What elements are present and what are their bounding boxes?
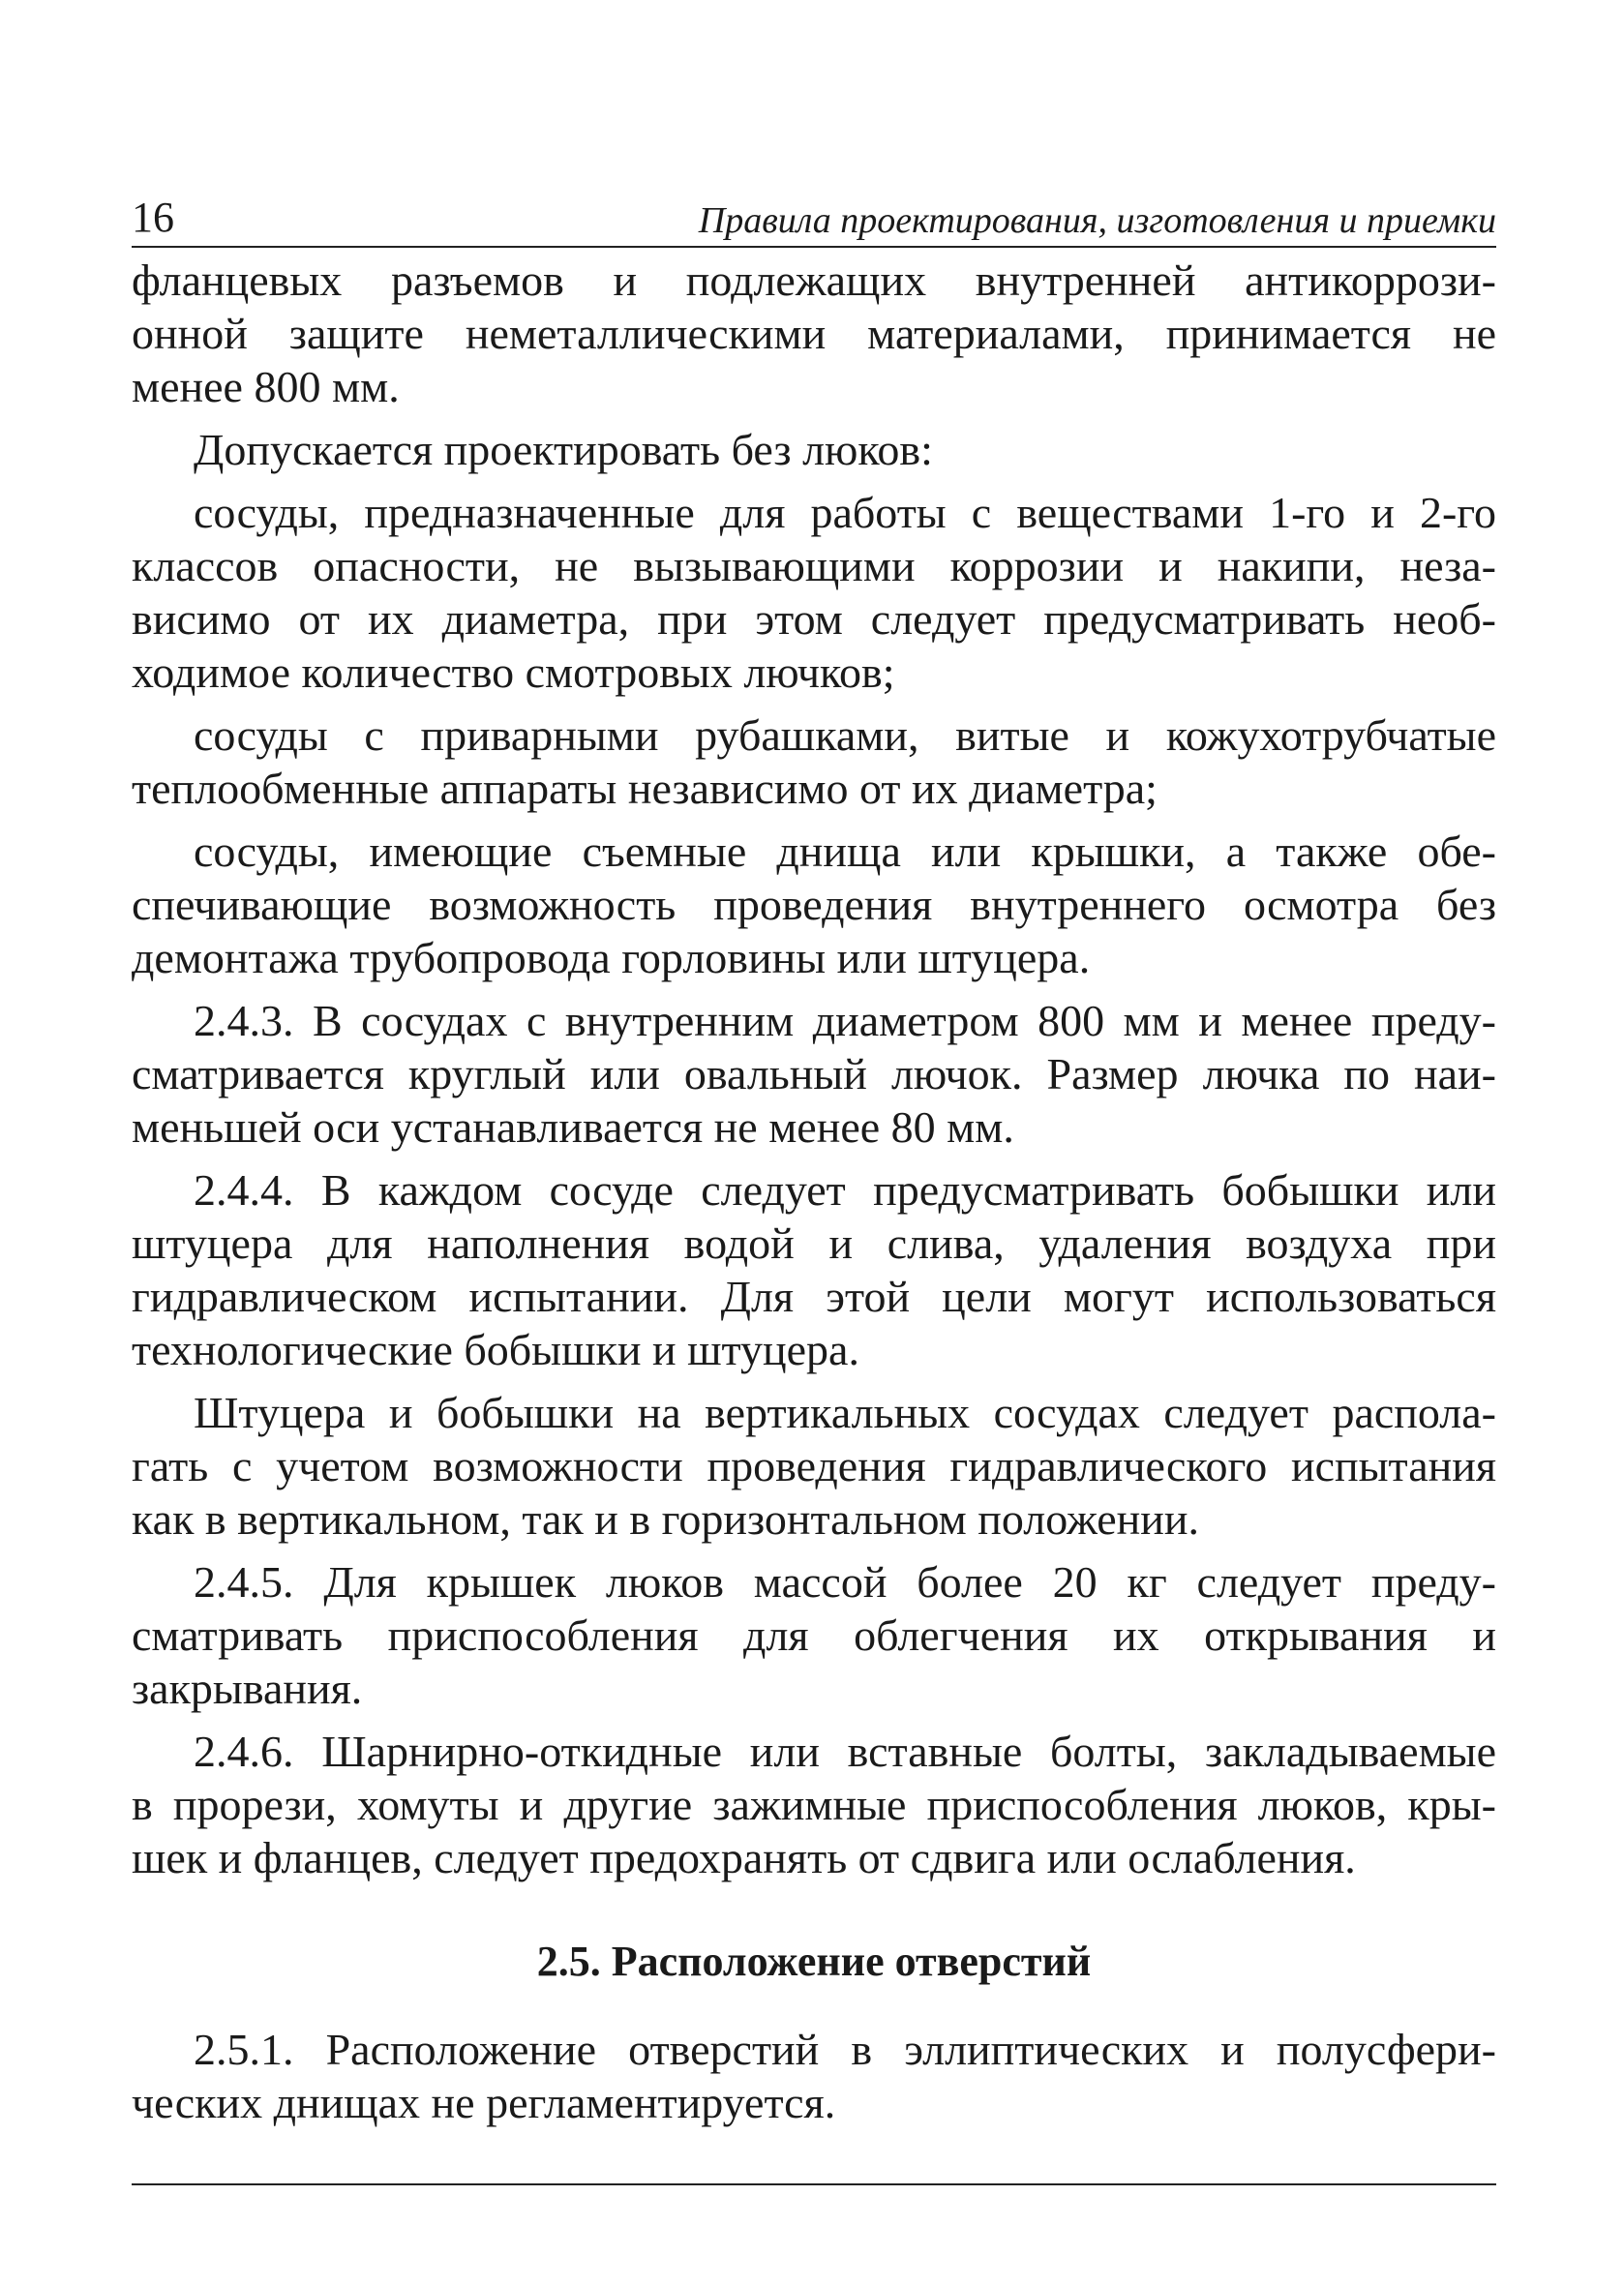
text-line: онной защите неметаллическими материалами, принимается не — [132, 309, 1496, 358]
paragraph — [132, 2023, 1496, 2129]
text-line: гать с учетом возможности проведения гидравлического испытания — [132, 1441, 1496, 1490]
body-text — [132, 254, 1496, 2129]
text-line: ходимое количество смотровых лючков; — [132, 647, 895, 697]
paragraph — [132, 254, 1496, 413]
text-line: сматривать приспособления для облегчения их открывания и — [132, 1610, 1496, 1660]
text-line: сосуды, предназначенные для работы с веществами 1-го и 2-го — [194, 488, 1496, 537]
paragraph — [132, 1725, 1496, 1884]
paragraph — [132, 994, 1496, 1154]
paragraph — [132, 708, 1496, 815]
paragraph — [132, 1386, 1496, 1546]
text-line: штуцера для наполнения водой и слива, удаления воздуха при — [132, 1218, 1496, 1268]
text-line: теплообменные аппараты независимо от их диаметра; — [132, 764, 1158, 813]
text-line: шек и фланцев, следует предохранять от сдвига или ослабления. — [132, 1833, 1356, 1882]
text-line: гидравлическом испытании. Для этой цели могут использоваться — [132, 1272, 1496, 1321]
text-line: закрывания. — [132, 1664, 363, 1713]
running-title: Правила проектирования, изготовления и приемки — [698, 200, 1496, 241]
text-line: классов опасности, не вызывающими коррозии и накипи, неза- — [132, 541, 1496, 590]
text-line: как в вертикальном, так и в горизонтальном положении. — [132, 1494, 1200, 1544]
paragraph — [132, 486, 1496, 699]
text-line: 2.4.5. Для крышек люков массой более 20 кг следует преду- — [194, 1557, 1496, 1607]
text-line: Штуцера и бобышки на вертикальных сосудах следует распола- — [194, 1388, 1496, 1437]
text-line: 2.5.1. Расположение отверстий в эллиптических и полусфери- — [194, 2025, 1496, 2074]
text-line: 2.4.6. Шарнирно-откидные или вставные болты, закладываемые — [194, 1727, 1496, 1776]
text-line: фланцевых разъемов и подлежащих внутренней антикоррози- — [132, 256, 1496, 305]
paragraph-list — [132, 254, 1496, 1884]
footer-rule — [132, 2183, 1496, 2185]
text-line: сосуды, имеющие съемные днища или крышки, а также обе- — [194, 827, 1496, 876]
text-line: 2.4.4. В каждом сосуде следует предусматривать бобышки или — [194, 1165, 1496, 1215]
section-heading: 2.5. Расположение отверстий — [536, 1938, 1092, 1985]
page-number: 16 — [132, 194, 174, 241]
text-line: ческих днищах не регламентируется. — [132, 2078, 836, 2127]
text-line: меньшей оси устанавливается не менее 80 мм. — [132, 1102, 1014, 1152]
text-line: менее 800 мм. — [132, 362, 400, 411]
text-line: спечивающие возможность проведения внутреннего осмотра без — [132, 880, 1496, 929]
paragraph — [132, 423, 1496, 476]
paragraph — [132, 825, 1496, 984]
text-line: 2.4.3. В сосудах с внутренним диаметром 800 мм и менее преду- — [194, 996, 1496, 1045]
text-line: сматривается круглый или овальный лючок. Размер лючка по наи- — [132, 1049, 1496, 1098]
text-line: Допускается проектировать без люков: — [194, 425, 933, 474]
text-line: в прорези, хомуты и другие зажимные приспособления люков, кры- — [132, 1780, 1496, 1829]
section-paragraph-list — [132, 2023, 1496, 2129]
paragraph — [132, 1555, 1496, 1715]
text-line: висимо от их диаметра, при этом следует предусматривать необ- — [132, 594, 1496, 644]
text-line: технологические бобышки и штуцера. — [132, 1325, 859, 1374]
text-line: сосуды с приварными рубашками, витые и кожухотрубчатые — [194, 710, 1496, 760]
paragraph — [132, 1163, 1496, 1376]
text-line: демонтажа трубопровода горловины или штуцера. — [132, 933, 1091, 982]
running-header — [132, 190, 1496, 248]
